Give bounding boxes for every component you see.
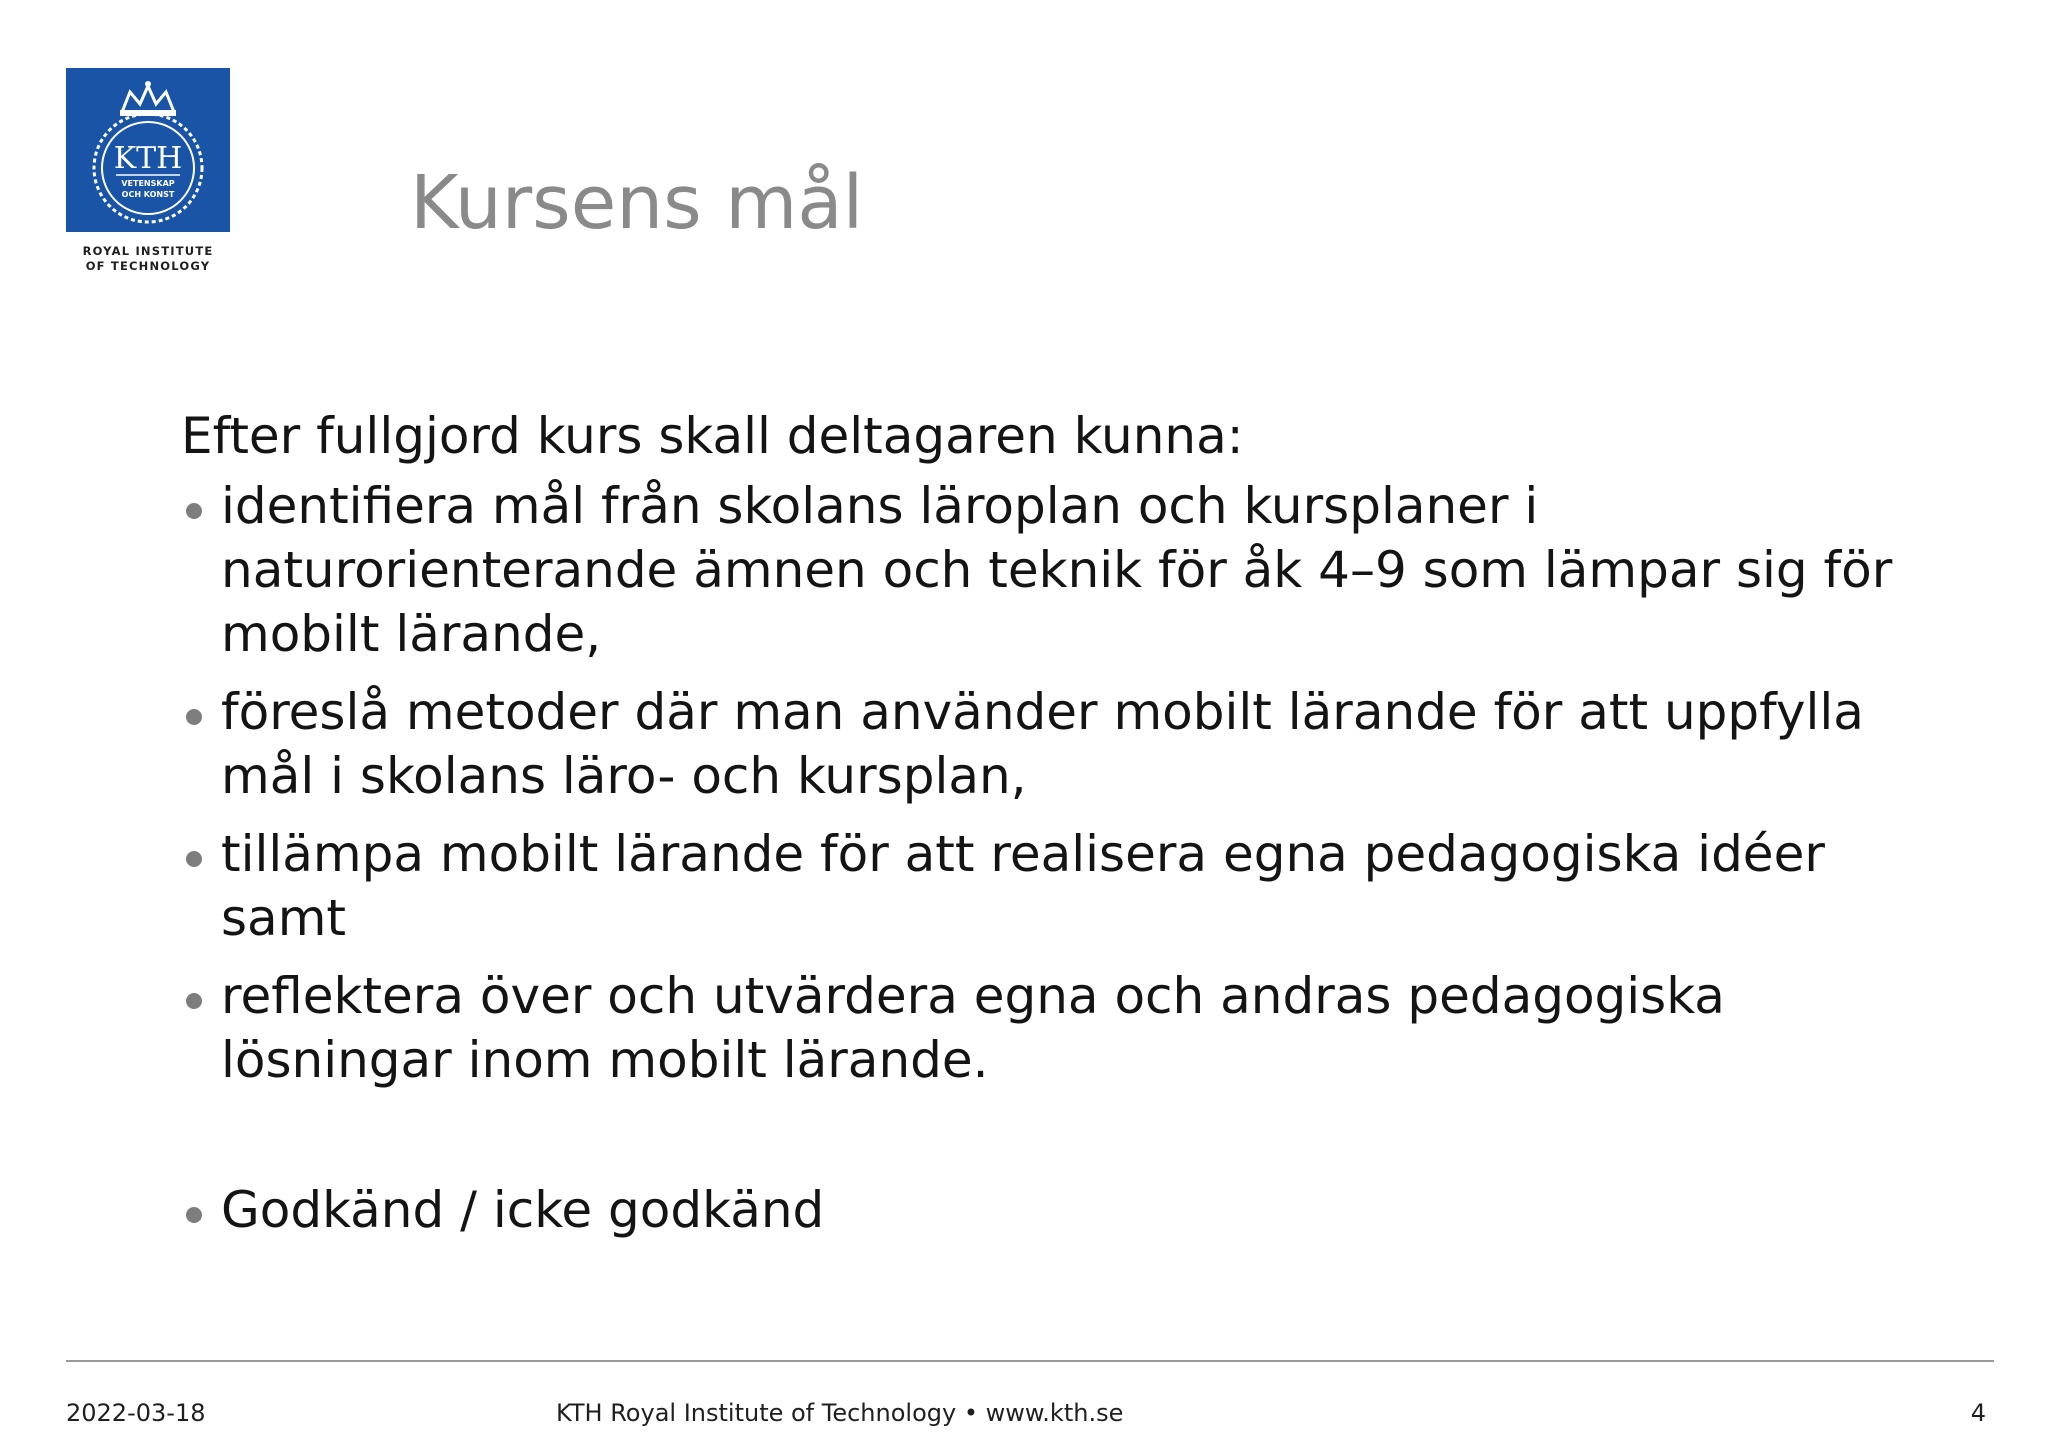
footer-divider — [66, 1360, 1994, 1362]
intro-text: Efter fullgjord kurs skall deltagaren kunna: — [181, 407, 1244, 465]
logo-caption — [66, 244, 230, 274]
objective-item — [181, 964, 1901, 1092]
logo-motto-line-2: OCH KONST — [121, 190, 175, 199]
svg-text:KTH — [114, 141, 183, 176]
footer-institution: KTH Royal Institute of Technology • www.kth.se — [556, 1399, 1124, 1427]
objective-text: tillämpa mobilt lärande för att realisera egna pedagogiska idéer samt — [221, 825, 1825, 947]
objective-text: föreslå metoder där man använder mobilt lärande för att uppfylla mål i skolans läro- och kursplan, — [221, 683, 1864, 805]
objectives-list — [181, 474, 1901, 1242]
bullet-dot-icon — [186, 503, 202, 519]
objective-item — [181, 474, 1901, 666]
objective-item — [181, 822, 1901, 950]
kth-logo-emblem — [66, 68, 230, 232]
page-number: 4 — [1970, 1399, 1986, 1427]
kth-logo — [66, 68, 230, 274]
objective-text: reflektera över och utvärdera egna och andras pedagogiska lösningar inom mobilt lärande. — [221, 967, 1725, 1089]
grading-item — [181, 1178, 1901, 1242]
footer-date: 2022-03-18 — [66, 1399, 206, 1427]
bullet-dot-icon — [186, 993, 202, 1009]
bullet-dot-icon — [186, 851, 202, 867]
kth-crown-emblem-icon — [66, 68, 230, 232]
slide-body — [181, 404, 1901, 1256]
bullet-dot-icon — [186, 709, 202, 725]
slide-title: Kursens mål — [410, 160, 864, 246]
logo-motto-line-1: VETENSKAP — [121, 179, 175, 188]
logo-caption-line-1: ROYAL INSTITUTE — [82, 244, 214, 258]
bullet-dot-icon — [186, 1207, 202, 1223]
logo-caption-line-2: OF TECHNOLOGY — [85, 259, 211, 273]
objective-item — [181, 680, 1901, 808]
svg-text:OCH KONST — [122, 190, 175, 199]
objective-text: identifiera mål från skolans läroplan och kursplaner i naturorienterande ämnen och teknik för åk 4–9 som lämpar sig för mobilt lärande, — [221, 477, 1893, 663]
svg-text:VETENSKAP — [121, 179, 174, 188]
grading-text: Godkänd / icke godkänd — [221, 1181, 825, 1239]
logo-text: KTH — [113, 141, 183, 176]
